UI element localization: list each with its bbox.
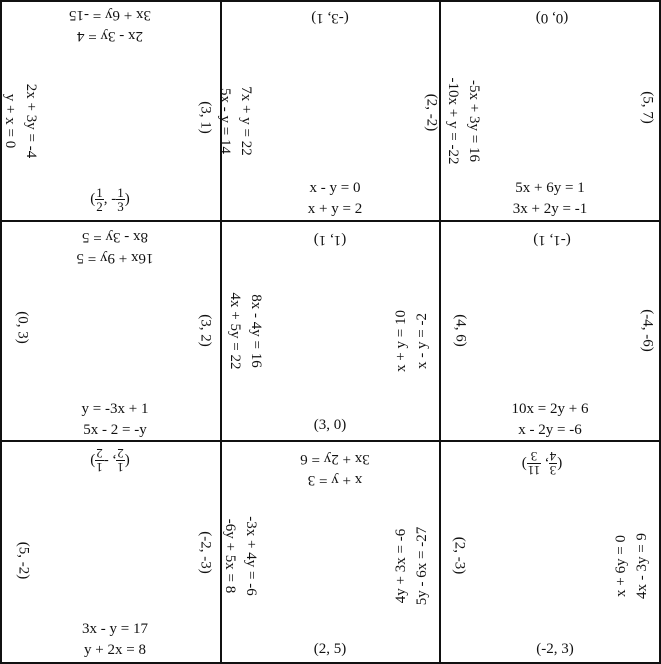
cell-1-left-equations: 7x + y = 22 5x - y = 14 [217, 86, 254, 156]
cell-5-right-answer: (-4, -6) [639, 309, 656, 352]
cell-2-bottom-equations: 5x + 6y = 1 3x + 2y = -1 [512, 180, 588, 217]
cell-1-bottom-equations: x - y = 0 x + y = 2 [307, 180, 363, 217]
cell-6-right-answer: (-2, -3) [197, 531, 214, 574]
fraction: 11 3 [527, 449, 541, 478]
cell-4-left-equations: 8x - 4y = 16 4x + 5y = 22 [227, 292, 264, 370]
cell-8-top-answer: ( 3 4 , 11 3 ) [521, 449, 563, 478]
cell-1-top-answer: (-3, 1) [311, 10, 349, 26]
cell-3-top-equations: 16x + 9y = 5 8x - 3y = 5 [76, 229, 154, 266]
fraction: $\frac{1}{3}$ [117, 185, 124, 214]
cell-6-top-answer: ( 1 2 , - 1 2 ) [90, 446, 130, 475]
grid-border-top [0, 0, 661, 2]
cell-4-bottom-answer: (3, 0) [313, 417, 347, 433]
cell-7-bottom-answer: (2, 5) [313, 641, 347, 657]
cell-8-left-answer: (2, -3) [451, 536, 468, 575]
cell-1-right-answer: (2, -2) [423, 93, 440, 132]
fraction: 1 2 [117, 446, 124, 475]
cell-2-left-equations: -5x + 3y = 16 -10x + y = -22 [445, 77, 482, 165]
cell-2-top-answer: (0, 0) [535, 10, 569, 26]
cell-8-bottom-answer: (-2, 3) [536, 641, 574, 657]
cell-0-top-equations: 2x - 3y = 4 3x + 6y = -15 [69, 7, 151, 44]
cell-6-left-answer: (5, -2) [15, 541, 32, 580]
cell-3-left-answer: (0, 3) [14, 311, 31, 344]
grid-line-h1 [0, 220, 661, 222]
cell-4-top-answer: (1, 1) [313, 232, 347, 248]
cell-3-bottom-equations: y = -3x + 1 5x - 2 = -y [81, 401, 149, 438]
cell-7-right-equations: 4y + 3x = -6 5y - 6x = -27 [393, 526, 430, 606]
fraction: $\frac{1}{2}$ [96, 185, 103, 214]
cell-4-right-equations: x + y = 10 x - y = -2 [393, 310, 430, 372]
fraction: 3 4 [549, 449, 557, 478]
cell-0-right-answer: (3, 1) [197, 101, 214, 134]
cell-0-bottom-answer: ( $\frac{1}{2}$ , - $\frac{1}{3}$ ) [90, 185, 130, 214]
cell-5-top-answer: (-1, 1) [533, 232, 571, 248]
cell-7-left-equations: -3x + 4y = -6 -6y + 5x = 8 [222, 516, 259, 596]
cell-7-top-equations: x + y = 3 3x + 2y = 6 [300, 451, 370, 488]
cell-5-bottom-equations: 10x = 2y + 6 x - 2y = -6 [511, 401, 589, 438]
cell-8-right-equations: x + 6y = 0 4x - 3y = 9 [613, 533, 650, 599]
cell-5-left-answer: (4, 6) [452, 314, 469, 347]
cell-2-right-answer: (5, 7) [639, 91, 656, 124]
cell-6-bottom-equations: 3x - y = 17 y + 2x = 8 [82, 621, 148, 658]
cell-3-right-answer: (3, 2) [197, 314, 214, 347]
cell-0-left-equations: 2x + 3y = -4 y + x = 0 [2, 83, 39, 159]
fraction: 1 2 [96, 446, 103, 475]
